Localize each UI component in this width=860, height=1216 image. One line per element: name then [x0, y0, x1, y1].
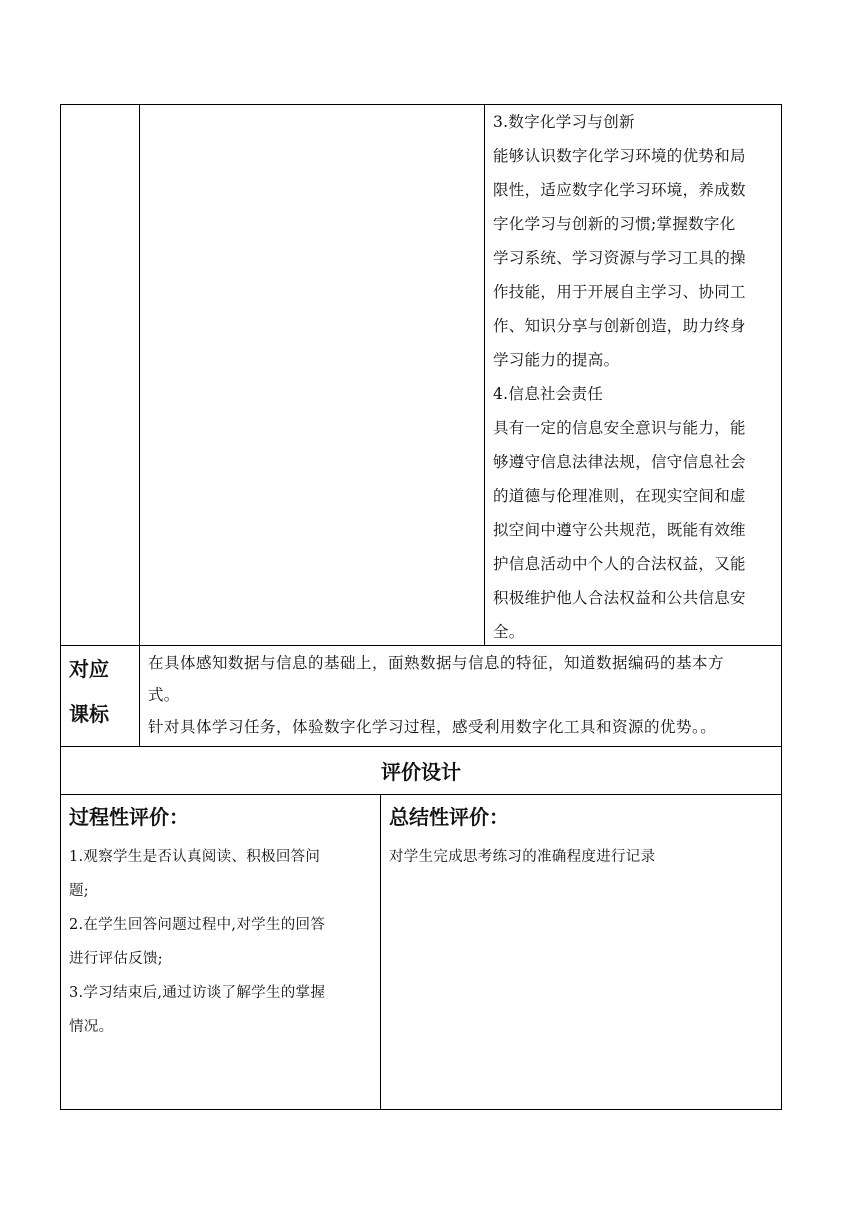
text-line: 护信息活动中个人的合法权益，又能 [493, 555, 746, 573]
curriculum-label-line2: 课标 [69, 702, 109, 726]
text-line: 学习系统、学习资源与学习工具的操 [493, 249, 746, 267]
text-line: 能够认识数字化学习环境的优势和局 [493, 147, 746, 165]
text-line: 的道德与伦理准则，在现实空间和虚 [493, 487, 746, 505]
list-item: 1.观察学生是否认真阅读、积极回答问 [69, 849, 321, 865]
text-line: 够遵守信息法律法规，信守信息社会 [493, 453, 746, 471]
curriculum-label-line1: 对应 [69, 657, 109, 681]
divider-col2 [484, 104, 485, 645]
process-eval-list [69, 840, 325, 1044]
summative-eval-list [389, 840, 655, 874]
border-left [60, 104, 61, 1110]
competency-cell [493, 105, 746, 649]
text-line: 针对具体学习任务，体验数字化学习过程，感受利用数字化工具和资源的优势。。 [148, 718, 717, 736]
text-line: 积极维护他人合法权益和公共信息安 [493, 589, 746, 607]
text-line: 作、知识分享与创新创造，助力终身 [493, 317, 746, 335]
list-item: 2.在学生回答问题过程中,对学生的回答 [69, 917, 326, 933]
curriculum-text [148, 647, 724, 743]
list-item: 进行评估反馈; [69, 951, 163, 967]
border-right [781, 104, 782, 1110]
divider-eval [380, 794, 381, 1110]
list-item: 情况。 [69, 1019, 114, 1035]
divider-row3 [60, 794, 782, 795]
divider-col1 [139, 104, 140, 747]
divider-row2 [60, 746, 782, 747]
text-line: 作技能，用于开展自主学习、协同工 [493, 283, 746, 301]
text-line: 式。 [148, 686, 180, 704]
text-line: 拟空间中遵守公共规范，既能有效维 [493, 521, 746, 539]
text-line: 4.信息社会责任 [493, 385, 604, 403]
text-line: 在具体感知数据与信息的基础上，面熟数据与信息的特征，知道数据编码的基本方 [148, 654, 725, 672]
text-line: 学习能力的提高。 [493, 351, 620, 369]
text-line: 3.数字化学习与创新 [493, 113, 635, 131]
list-item: 对学生完成思考练习的准确程度进行记录 [389, 849, 656, 865]
process-eval-heading: 过程性评价： [69, 805, 189, 829]
text-line: 限性，适应数字化学习环境，养成数 [493, 181, 746, 199]
list-item: 3.学习结束后,通过访谈了解学生的掌握 [69, 985, 326, 1001]
text-line: 字化学习与创新的习惯;掌握数字化 [493, 215, 736, 233]
list-item: 题; [69, 883, 89, 899]
text-line: 全。 [493, 623, 525, 641]
text-line: 具有一定的信息安全意识与能力，能 [493, 419, 746, 437]
summative-eval-heading: 总结性评价： [389, 805, 509, 829]
border-bottom [60, 1109, 782, 1110]
evaluation-section-title: 评价设计 [381, 760, 461, 784]
